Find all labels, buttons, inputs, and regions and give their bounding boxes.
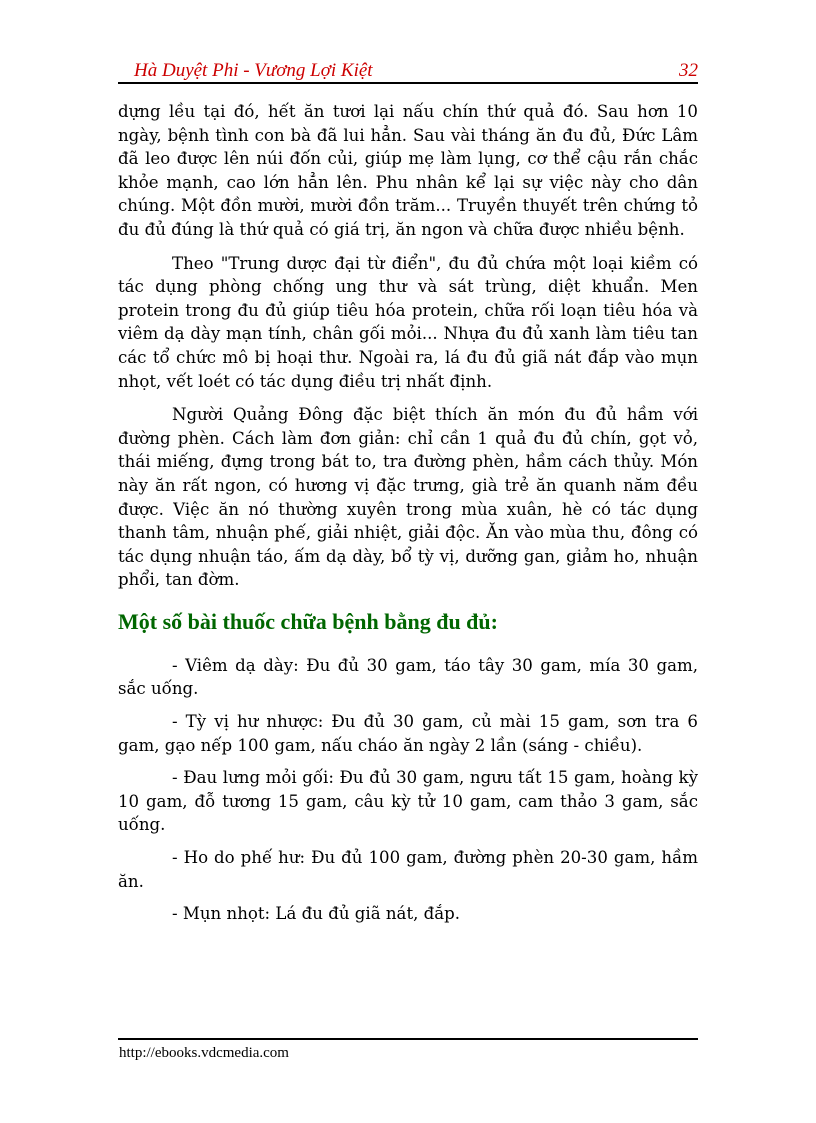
body-paragraph-1: dựng lều tại đó, hết ăn tươi lại nấu chín thứ quả đó. Sau hơn 10 ngày, bệnh tình con bà đã lui hẳn. Sau vài tháng ăn đu đủ, Đức Lâm đã leo được lên núi đốn củi, giúp mẹ làm lụng, cơ thể cậu rắn chắc khỏe mạnh, cao lớn hẳn lên. Phu nhân kể lại sự việc này cho dân chúng. Một đồn mười, mười đồn trăm... Truyền thuyết trên chứng tỏ đu đủ đúng là thứ quả có giá trị, ăn ngon và chữa được nhiều bệnh. [118, 102, 698, 239]
main-content [118, 100, 698, 935]
footer-link[interactable]: http://ebooks.vdcmedia.com [119, 1045, 289, 1061]
remedy-item: - Mụn nhọt: Lá đu đủ giã nát, đắp. [172, 904, 461, 924]
footer-divider [118, 1038, 698, 1040]
body-paragraph-2: Theo "Trung dược đại từ điển", đu đủ chứa một loại kiềm có tác dụng phòng chống ung thư và sát trùng, diệt khuẩn. Men protein trong đu đủ giúp tiêu hóa protein, chữa rối loạn tiêu hóa và viêm dạ dày mạn tính, chân gối mỏi... Nhựa đu đủ xanh làm tiêu tan các tổ chức mô bị hoại thư. Ngoài ra, lá đu đủ giã nát đắp vào mụn nhọt, vết loét có tác dụng điều trị nhất định. [118, 253, 698, 391]
remedy-item: - Viêm dạ dày: Đu đủ 30 gam, táo tây 30 gam, mía 30 gam, sắc uống. [118, 655, 698, 699]
page-header [118, 58, 698, 84]
page-number: 32 [679, 60, 698, 81]
remedy-item: - Đau lưng mỏi gối: Đu đủ 30 gam, ngưu tất 15 gam, hoàng kỳ 10 gam, đỗ tương 15 gam, câu kỳ tử 10 gam, cam thảo 3 gam, sắc uống. [118, 768, 698, 835]
remedy-item: - Ho do phế hư: Đu đủ 100 gam, đường phèn 20-30 gam, hầm ăn. [118, 848, 698, 891]
section-heading: Một số bài thuốc chữa bệnh bằng đu đủ: [118, 608, 498, 634]
body-paragraph-3: Người Quảng Đông đặc biệt thích ăn món đu đủ hầm với đường phèn. Cách làm đơn giản: chỉ cần 1 quả đu đủ chín, gọt vỏ, thái miếng, đựng trong bát to, tra đường phèn, hầm cách thủy. Món này ăn rất ngon, có hương vị đặc trưng, già trẻ ăn quanh năm đều được. Việc ăn nó thường xuyên trong mùa xuân, hè có tác dụng thanh tâm, nhuận phế, giải nhiệt, giải độc. Ăn vào mùa thu, đông có tác dụng nhuận táo, ấm dạ dày, bổ tỳ vị, dưỡng gan, giảm ho, nhuận phổi, tan đờm. [118, 405, 698, 590]
remedy-item: - Tỳ vị hư nhược: Đu đủ 30 gam, củ mài 15 gam, sơn tra 6 gam, gạo nếp 100 gam, nấu cháo ăn ngày 2 lần (sáng - chiều). [118, 712, 698, 755]
header-title: Hà Duyệt Phi - Vương Lợi Kiệt [134, 60, 373, 81]
